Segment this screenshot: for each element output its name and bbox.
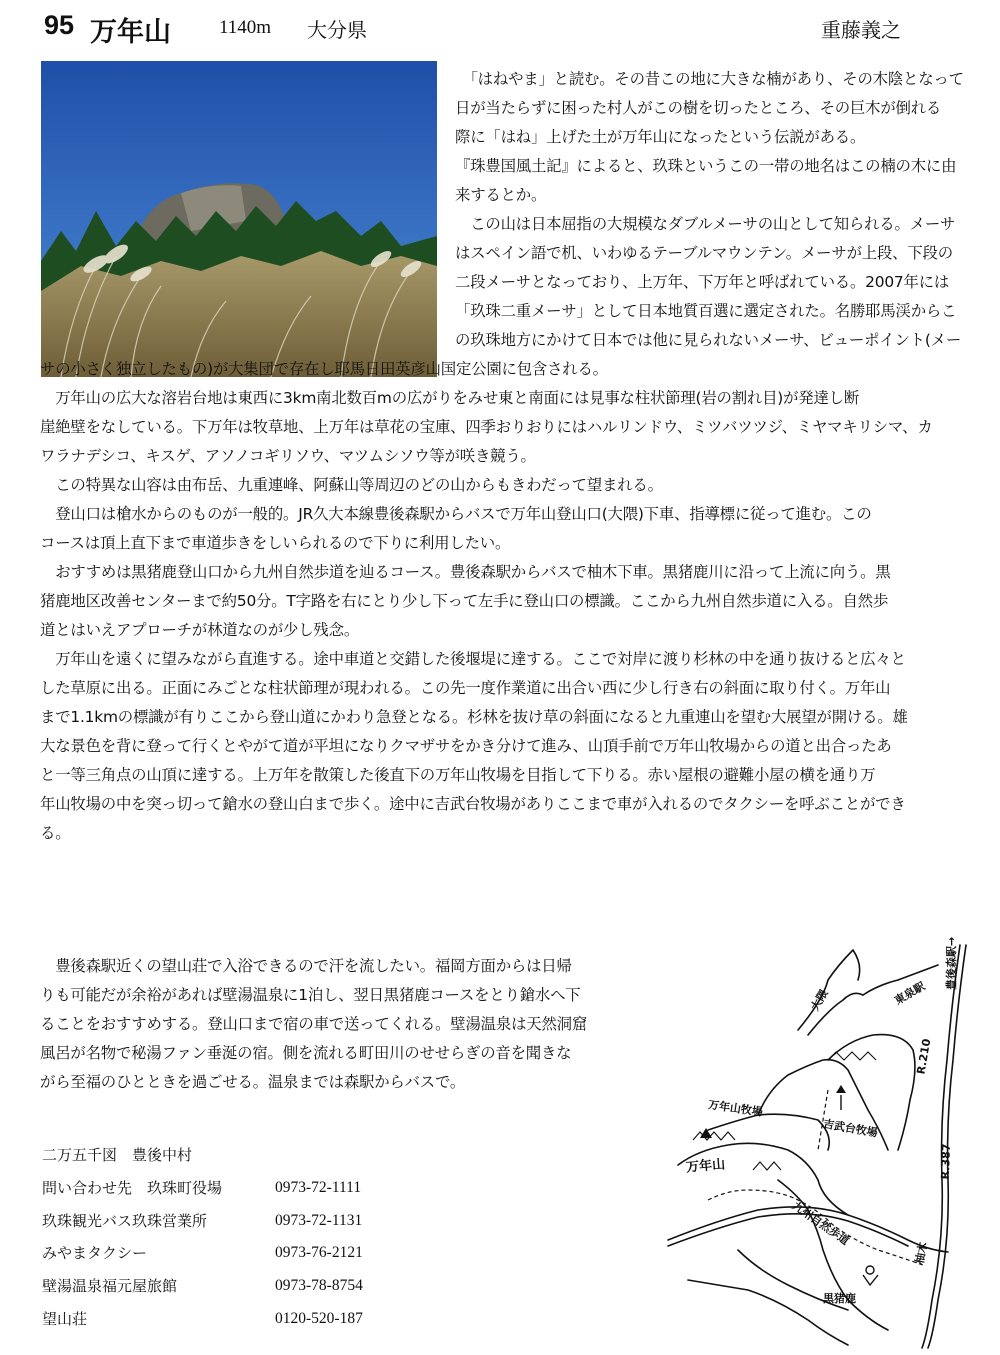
info-label: みやまタクシー (42, 1244, 148, 1262)
info-value: 0973-78-8754 (275, 1277, 363, 1294)
body-line: まで1.1kmの標識が有りここから登山道にかわり急登となる。杉林を抜け草の斜面になると九重連山を望む大展望が開ける。雄 (40, 708, 908, 726)
body-line: 風呂が名物で秘湯ファン垂涎の宿。側を流れる町田川のせせらぎの音を聞きな (40, 1044, 572, 1062)
route-number: 95 (44, 10, 75, 40)
map-label-kuroishika: 黒猪鹿 (823, 1292, 856, 1305)
body-line: 年山牧場の中を突っ切って鎗水の登山白まで歩く。途中に吉武台牧場がありここまで車が入れるのでタクシーを呼ぶことができ (40, 795, 906, 813)
body-line: 崖絶壁をなしている。下万年は牧草地、上万年は草花の宝庫、四季おりおりにはハルリンドウ、ミツバツツジ、ミヤマキリシマ、カ (40, 418, 933, 436)
body-line: がら至福のひとときを過ごせる。温泉までは森駅からバスで。 (40, 1073, 466, 1091)
map-label-osumi: 大隈 (808, 987, 831, 1014)
body-line: 『珠豊国風土記』によると、玖珠というこの一帯の地名はこの楠の木に由 (455, 157, 957, 175)
info-value: 0973-76-2121 (275, 1244, 363, 1261)
body-line: サの小さく独立したもの)が大集団で存在し耶馬日田英彦山国定公園に包含される。 (40, 360, 608, 378)
body-line: 二段メーサとなっており、上万年、下万年と呼ばれている。2007年には (455, 273, 950, 291)
body-line: 来するとか。 (455, 186, 547, 204)
body-line: はスペイン語で机、いわゆるテーブルマウンテン。メーサが上段、下段の (455, 244, 953, 262)
info-value: 0973-72-1131 (275, 1212, 363, 1229)
map-label-bungomori: 豊後森駅→ (945, 936, 958, 990)
body-line: 登山口は槍水からのものが一般的。JR久大本線豊後森駅からバスで万年山登山口(大隈)下車、指導標に従って進む。この (40, 505, 872, 523)
body-line: 道とはいえアプローチが林道なのが少し残念。 (40, 621, 360, 639)
map-label-kitakata: 東泉駅 (892, 979, 928, 1008)
body-line: 「はねやま」と読む。その昔この地に大きな楠があり、その木陰となって (455, 70, 964, 88)
mountain-name: 万年山 (90, 17, 171, 48)
prefecture: 大分県 (307, 18, 367, 42)
route-map (648, 936, 988, 1350)
body-line: 日が当たらずに困った村人がこの樹を切ったところ、その巨木が倒れる (455, 99, 942, 117)
body-line: の玖珠地方にかけて日本では他に見られないメーサ、ビューポイント(メー (455, 331, 962, 349)
mountain-photo (41, 61, 437, 377)
body-line: コースは頂上直下まで車道歩きをしいられるので下りに利用したい。 (40, 534, 511, 552)
info-value: 0120-520-187 (275, 1310, 363, 1327)
body-line: りも可能だが余裕があれば壁湯温泉に1泊し、翌日黒猪鹿コースをとり鎗水へ下 (40, 986, 581, 1004)
author-name: 重藤義之 (821, 18, 901, 42)
body-line: 万年山の広大な溶岩台地は東西に3km南北数百mの広がりをみせ東と南面には見事な柱状節理(岩の割れ目)が発達し断 (40, 389, 860, 407)
body-line: 「玖珠二重メーサ」として日本地質百選に選定された。名勝耶馬渓からこ (455, 302, 957, 320)
map-label-trail: 九州自然歩道 (789, 1199, 852, 1248)
body-line: 万年山を遠くに望みながら直進する。途中車道と交錯した後堰堤に達する。ここで対岸に渡り杉林の中を通り抜けると広々と (40, 650, 906, 668)
info-label: 問い合わせ先 玖珠町役場 (42, 1179, 223, 1197)
body-line: 大な景色を背に登って行くとやがて道が平坦になりクマザサをかき分けて進み、山頂手前で万年山牧場からの道と出合ったあ (40, 737, 892, 755)
info-label: 望山荘 (42, 1310, 88, 1328)
info-label: 玖珠観光バス玖珠営業所 (42, 1212, 208, 1230)
elevation: 1140m (219, 17, 272, 38)
body-line: した草原に出る。正面にみごとな柱状節理が現われる。この先一度作業道に出合い西に少し行き右の斜面に取り付く。万年山 (40, 679, 891, 697)
body-line: この山は日本屈指の大規模なダブルメーサの山として知られる。メーサ (455, 215, 956, 233)
body-line: る。 (40, 824, 71, 842)
info-label: 二万五千図 豊後中村 (42, 1146, 193, 1164)
body-line: と一等三角点の山頂に達する。上万年を散策した後直下の万年山牧場を目指して下りる。赤い屋根の避難小屋の横を通り万 (40, 766, 876, 784)
body-line: おすすめは黒猪鹿登山口から九州自然歩道を辿るコース。豊後森駅からバスで柚木下車。黒猪鹿川に沿って上流に向う。黒 (40, 563, 891, 581)
body-line: 猪鹿地区改善センターまで約50分。T字路を右にとり少し下って左手に登山口の標識。ここから九州自然歩道に入る。自然歩 (40, 592, 889, 610)
map-label-summit: 万年山 (685, 1157, 726, 1176)
map-label-r210: R.210 (914, 1037, 934, 1076)
body-line: ワラナデシコ、キスゲ、アソノコギリソウ、マツムシソウ等が咲き競う。 (40, 447, 536, 465)
map-label-yunoki: 柚木 (913, 1241, 930, 1266)
info-value: 0973-72-1111 (275, 1179, 362, 1196)
map-label-hanenyama-farm: 万年山牧場 (707, 1098, 764, 1119)
body-line: ることをおすすめする。登山口まで宿の車で送ってくれる。壁湯温泉は天然洞窟 (40, 1015, 588, 1033)
body-line: 豊後森駅近くの望山荘で入浴できるので汗を流したい。福岡方面からは日帰 (40, 957, 572, 975)
body-line: 際に「はね」上げた土が万年山になったという伝説がある。 (455, 128, 866, 146)
info-label: 壁湯温泉福元屋旅館 (42, 1277, 178, 1295)
map-label-yoshitakedai: 吉武台牧場 (822, 1117, 879, 1140)
map-label-r387: R.387 (938, 1143, 954, 1180)
body-line: この特異な山容は由布岳、九重連峰、阿蘇山等周辺のどの山からもきわだって望まれる。 (40, 476, 663, 494)
page-header (44, 8, 964, 48)
